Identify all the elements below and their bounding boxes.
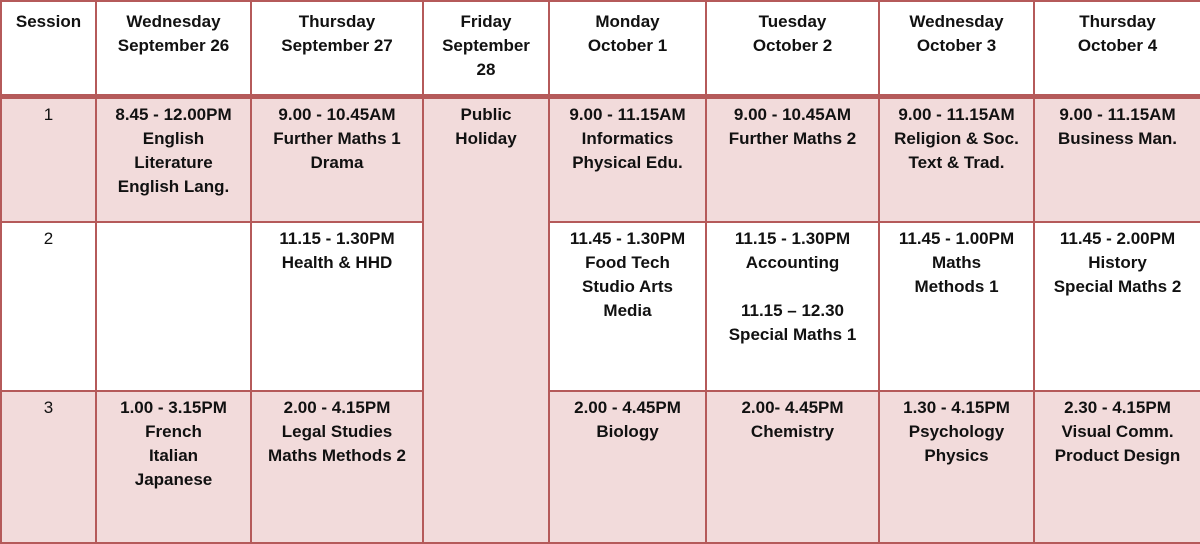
exam-time: 11.15 – 12.30	[740, 300, 845, 320]
exam-subject: Italian	[148, 445, 199, 465]
day-header: Thursday October 4	[1034, 1, 1200, 96]
exam-slot	[549, 222, 706, 391]
exam-time: 1.00 - 3.15PM	[120, 397, 227, 417]
exam-subject: English	[142, 128, 205, 148]
exam-time: 9.00 - 11.15AM	[898, 104, 1015, 124]
exam-time: 2.00- 4.45PM	[741, 397, 844, 417]
exam-subject: Legal Studies	[281, 421, 393, 441]
exam-subject: Special Maths 1	[728, 324, 857, 344]
exam-subject: Religion & Soc.	[894, 128, 1019, 148]
exam-subject: English Lang.	[117, 176, 230, 196]
exam-subject: Business Man.	[1057, 128, 1178, 148]
exam-time: 9.00 - 10.45AM	[733, 104, 852, 124]
public-holiday-cell: Public Holiday	[423, 96, 549, 543]
exam-subject: Literature	[134, 152, 213, 172]
day-header: Monday October 1	[549, 1, 706, 96]
exam-subject: Further Maths 1	[273, 128, 401, 148]
exam-time: 9.00 - 11.15AM	[569, 104, 686, 124]
exam-subject: Special Maths 2	[1053, 276, 1182, 296]
exam-subject: French	[145, 421, 202, 441]
exam-time: 11.15 - 1.30PM	[734, 228, 851, 248]
exam-slot	[1034, 391, 1200, 543]
day-header: Tuesday October 2	[706, 1, 879, 96]
exam-time: 2.30 - 4.15PM	[1064, 397, 1171, 417]
exam-time: 11.45 - 1.00PM	[898, 228, 1015, 248]
exam-subject: Text & Trad.	[908, 152, 1005, 172]
day-header: Thursday September 27	[251, 1, 423, 96]
exam-slot	[706, 222, 879, 391]
exam-slot	[251, 391, 423, 543]
day-header: Wednesday September 26	[96, 1, 251, 96]
exam-time: 11.45 - 1.30PM	[569, 228, 686, 248]
exam-slot	[96, 391, 251, 543]
exam-slot	[251, 96, 423, 222]
exam-subject: Food Tech	[585, 252, 670, 272]
exam-subject: Studio Arts	[582, 276, 673, 296]
exam-time: 2.00 - 4.15PM	[283, 397, 391, 417]
exam-subject: Health & HHD	[281, 252, 393, 272]
exam-time: 1.30 - 4.15PM	[903, 397, 1010, 417]
exam-time: 11.45 - 2.00PM	[1059, 228, 1176, 248]
exam-subject: Maths	[931, 252, 982, 272]
exam-subject: Chemistry	[750, 421, 835, 441]
session-row	[1, 96, 1200, 222]
day-header: Friday September 28	[423, 1, 549, 96]
exam-slot	[706, 96, 879, 222]
exam-subject: History	[1088, 252, 1147, 272]
exam-subject: Methods 1	[914, 276, 999, 296]
exam-subject: Japanese	[134, 469, 213, 489]
empty-slot	[96, 222, 251, 391]
exam-time: 8.45 - 12.00PM	[115, 104, 232, 124]
exam-time: 9.00 - 10.45AM	[278, 104, 396, 124]
exam-subject: Visual Comm.	[1061, 421, 1174, 441]
exam-slot	[879, 96, 1034, 222]
day-header: Wednesday October 3	[879, 1, 1034, 96]
session-row	[1, 391, 1200, 543]
exam-subject: Media	[603, 300, 652, 320]
exam-slot	[706, 391, 879, 543]
exam-subject: Product Design	[1054, 445, 1181, 465]
exam-slot	[96, 96, 251, 222]
exam-subject: Physics	[924, 445, 989, 465]
exam-slot	[879, 391, 1034, 543]
exam-slot	[251, 222, 423, 391]
exam-time: 9.00 - 11.15AM	[1059, 104, 1176, 124]
session-number: 2	[1, 222, 96, 391]
exam-slot	[549, 96, 706, 222]
exam-subject: Physical Edu.	[572, 152, 683, 172]
session-number: 3	[1, 391, 96, 543]
exam-slot	[1034, 96, 1200, 222]
exam-slot	[879, 222, 1034, 391]
exam-subject: Further Maths 2	[728, 128, 857, 148]
exam-subject: Psychology	[908, 421, 1005, 441]
exam-subject: Informatics	[581, 128, 674, 148]
exam-slot	[549, 391, 706, 543]
exam-slot	[1034, 222, 1200, 391]
exam-time: 2.00 - 4.45PM	[574, 397, 681, 417]
exam-subject: Maths Methods 2	[268, 445, 406, 465]
session-header: Session	[1, 1, 96, 96]
exam-subject: Biology	[596, 421, 659, 441]
session-number: 1	[1, 96, 96, 222]
header-row	[1, 1, 1200, 96]
session-row	[1, 222, 1200, 391]
exam-time: 11.15 - 1.30PM	[279, 228, 395, 248]
exam-subject: Accounting	[745, 252, 840, 272]
exam-subject: Drama	[310, 152, 364, 172]
